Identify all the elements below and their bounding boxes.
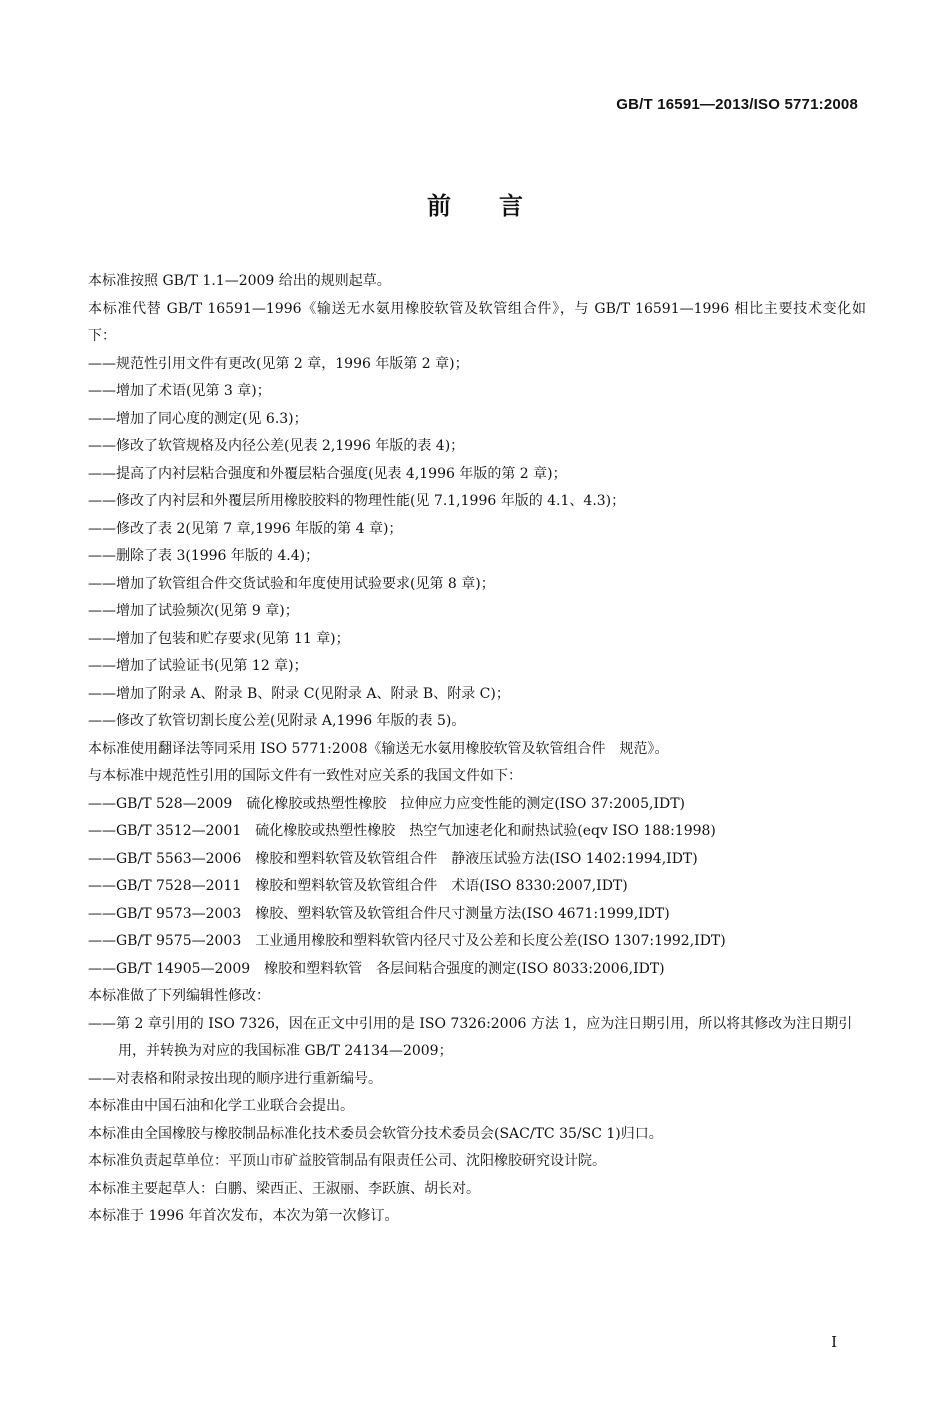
header-standard-code: GB/T 16591—2013/ISO 5771:2008 [616, 96, 858, 113]
list-item-reference: ——GB/T 3512—2001 硫化橡胶或热塑性橡胶 热空气加速老化和耐热试验(eqv ISO 188:1998) [88, 823, 716, 839]
list-item-change: ——规范性引用文件有更改(见第 2 章，1996 年版第 2 章)； [88, 355, 469, 372]
paragraph-committee: 本标准由全国橡胶与橡胶制品标准化技术委员会软管分技术委员会(SAC/TC 35/SC 1)归口。 [88, 1125, 663, 1142]
list-item-change: ——增加了同心度的测定(见 6.3)； [88, 410, 308, 427]
paragraph-drafting-units: 本标准负责起草单位：平顶山市矿益胶管制品有限责任公司、沈阳橡胶研究设计院。 [88, 1153, 606, 1169]
list-item-change: ——增加了附录 A、附录 B、附录 C(见附录 A、附录 B、附录 C)； [88, 685, 510, 702]
list-item-change: ——增加了术语(见第 3 章)； [88, 383, 271, 399]
list-item-reference: ——GB/T 5563—2006 橡胶和塑料软管及软管组合件 静液压试验方法(ISO 1402:1994,IDT) [88, 850, 698, 867]
paragraph-editorial: 本标准做了下列编辑性修改： [88, 988, 270, 1004]
list-item-editorial: ——第 2 章引用的 ISO 7326，因在正文中引用的是 ISO 7326:2006 方法 1，应为注日期引用，所以将其修改为注日期引用，并转换为对应的我国标准 GB/T 24134—2009； [88, 1015, 853, 1059]
paragraph-drafters: 本标准主要起草人：白鹏、梁西正、王淑丽、李跃旗、胡长对。 [88, 1180, 480, 1197]
paragraph-drafting-rule: 本标准按照 GB/T 1.1—2009 给出的规则起草。 [88, 273, 391, 289]
list-item-reference: ——GB/T 9575—2003 工业通用橡胶和塑料软管内径尺寸及公差和长度公差(ISO 1307:1992,IDT) [88, 933, 726, 949]
foreword-content [58, 268, 866, 1231]
page-title: 前言 [427, 192, 571, 220]
list-item-reference: ——GB/T 7528—2011 橡胶和塑料软管及软管组合件 术语(ISO 8330:2007,IDT) [88, 878, 628, 894]
list-item-change: ——增加了试验证书(见第 12 章)； [88, 658, 308, 674]
list-item-change: ——修改了软管规格及内径公差(见表 2,1996 年版的表 4)； [88, 438, 465, 454]
list-item-change: ——修改了表 2(见第 7 章,1996 年版的第 4 章)； [88, 520, 403, 537]
list-item-change: ——修改了软管切割长度公差(见附录 A,1996 年版的表 5)。 [88, 713, 466, 729]
page-number: I [831, 1333, 837, 1351]
paragraph-replacement: 本标准代替 GB/T 16591—1996《输送无水氨用橡胶软管及软管组合件》，与 GB/T 16591—1996 相比主要技术变化如下： [88, 300, 866, 344]
list-item-change: ——删除了表 3(1996 年版的 4.4)； [88, 548, 320, 564]
list-item-change: ——增加了包装和贮存要求(见第 11 章)； [88, 630, 350, 647]
paragraph-history: 本标准于 1996 年首次发布，本次为第一次修订。 [88, 1208, 399, 1224]
paragraph-correspondence: 与本标准中规范性引用的国际文件有一致性对应关系的我国文件如下： [88, 768, 522, 784]
list-item-reference: ——GB/T 9573—2003 橡胶、塑料软管及软管组合件尺寸测量方法(ISO 4671:1999,IDT) [88, 905, 670, 922]
list-item-reference: ——GB/T 14905—2009 橡胶和塑料软管 各层间粘合强度的测定(ISO 8033:2006,IDT) [88, 960, 665, 977]
list-item-reference: ——GB/T 528—2009 硫化橡胶或热塑性橡胶 拉伸应力应变性能的测定(ISO 37:2005,IDT) [88, 795, 686, 812]
paragraph-adoption: 本标准使用翻译法等同采用 ISO 5771:2008《输送无水氨用橡胶软管及软管组合件 规范》。 [88, 740, 669, 757]
list-item-change: ——提高了内衬层粘合强度和外覆层粘合强度(见表 4,1996 年版的第 2 章)； [88, 465, 567, 482]
paragraph-proposer: 本标准由中国石油和化学工业联合会提出。 [88, 1098, 354, 1114]
list-item-editorial: ——对表格和附录按出现的顺序进行重新编号。 [88, 1070, 382, 1087]
list-item-change: ——增加了软管组合件交货试验和年度使用试验要求(见第 8 章)； [88, 575, 495, 592]
list-item-change: ——修改了内衬层和外覆层所用橡胶胶料的物理性能(见 7.1,1996 年版的 4.1、4.3)； [88, 493, 626, 509]
list-item-change: ——增加了试验频次(见第 9 章)； [88, 603, 299, 619]
